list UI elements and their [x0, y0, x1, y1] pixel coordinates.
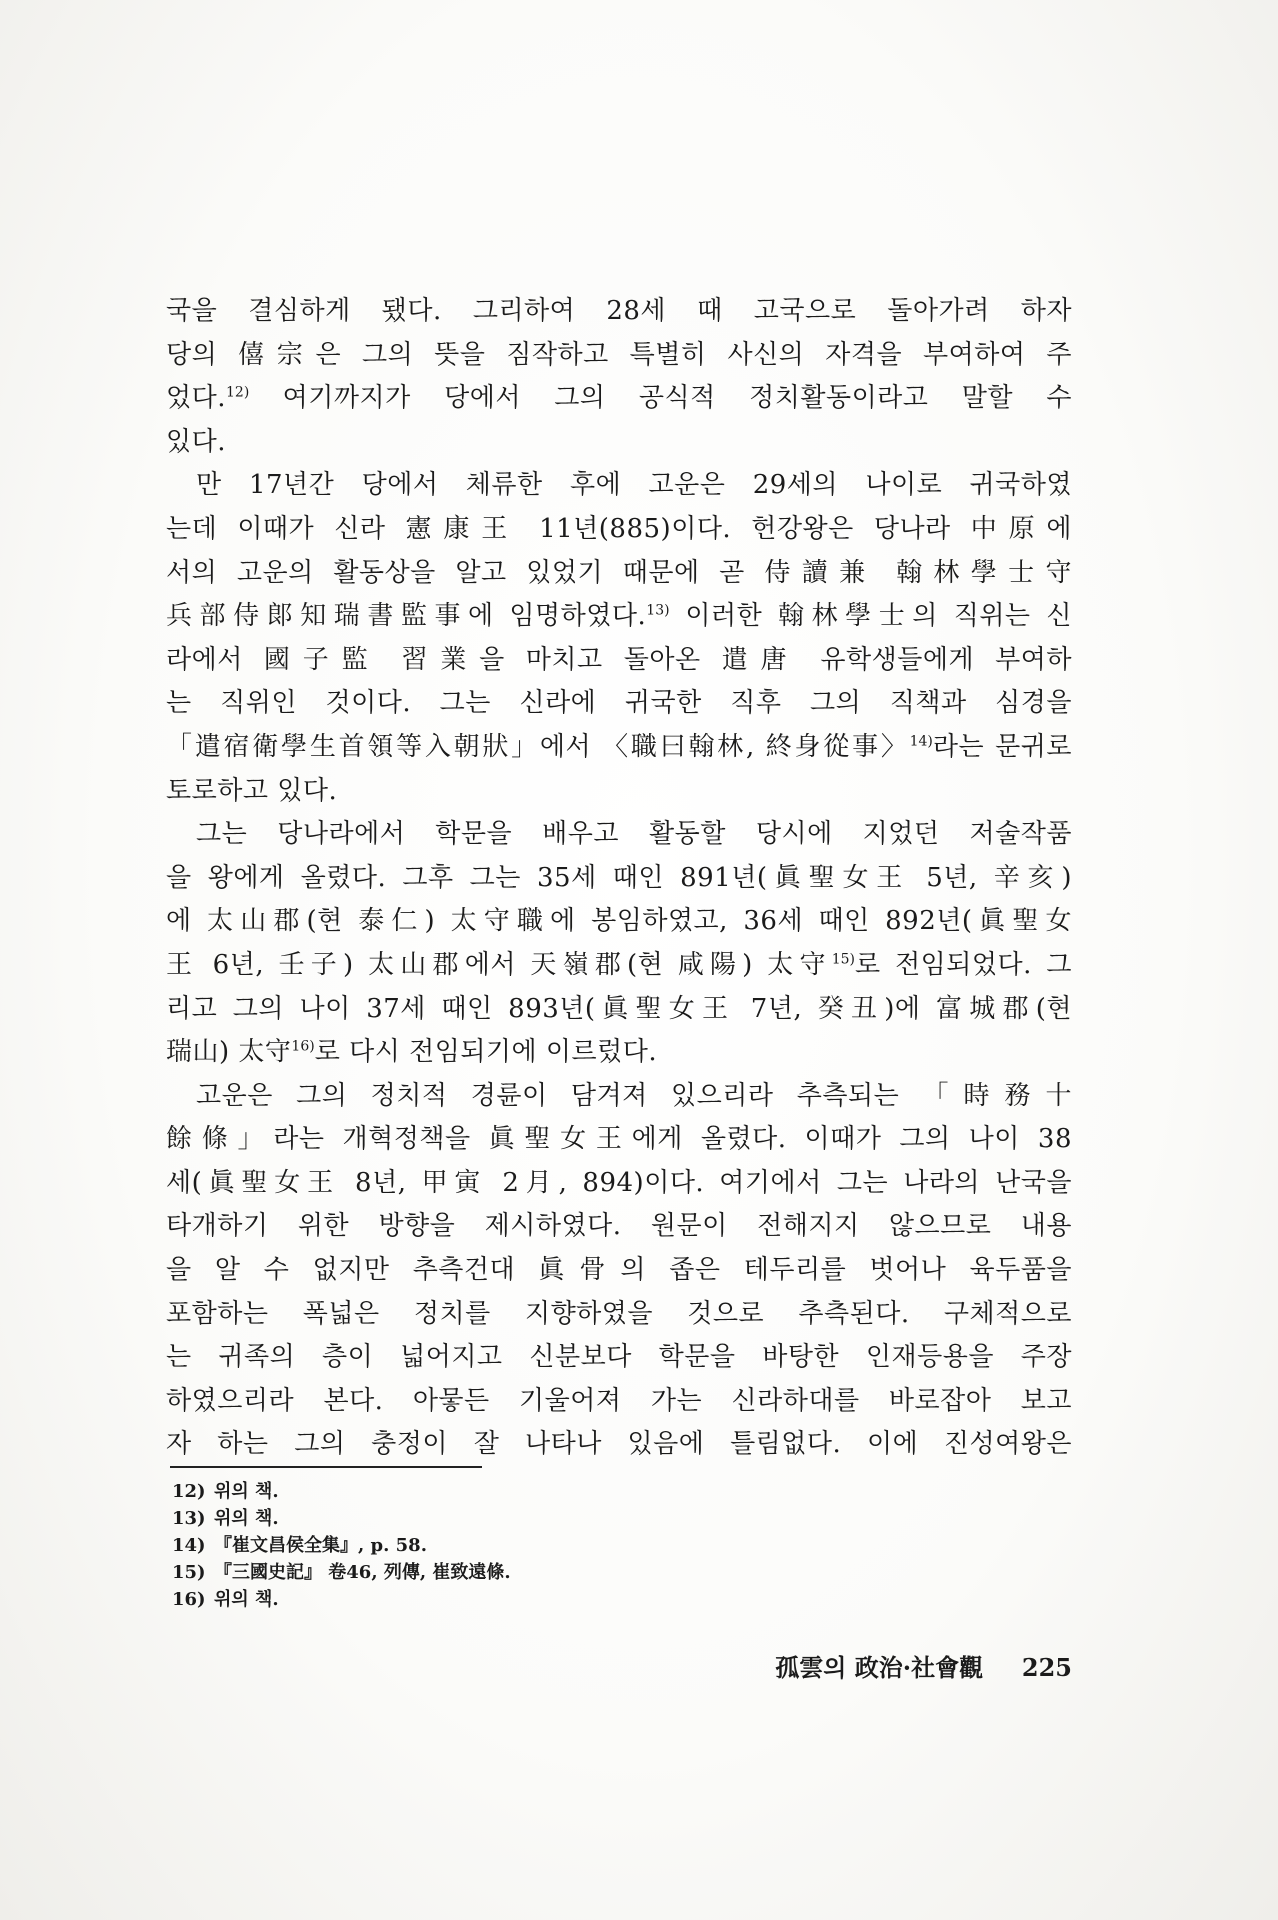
body-line: 있다. [166, 426, 226, 457]
body-line: 포함하는 폭넓은 정치를 지향하였을 것으로 추측된다. 구체적으로 [166, 1298, 1072, 1329]
body-line: 餘條」라는 개혁정책을 眞聖女王에게 올렸다. 이때가 그의 나이 38 [166, 1124, 1072, 1155]
body-line: 자 하는 그의 충정이 잘 나타나 있음에 틀림없다. 이에 진성여왕은 [166, 1429, 1072, 1460]
body-line: 瑞山) 太守$^{16)}$로 다시 전임되기에 이르렀다. [166, 1037, 658, 1068]
body-line: 서의 고운의 활동상을 알고 있었기 때문에 곧 侍讀兼 翰林學士守 [166, 557, 1072, 588]
body-line: 었다.$^{12)}$ 여기까지가 당에서 그의 공식적 정치활동이라고 말할 수 [166, 383, 1072, 414]
paragraph-start-line: 만 17년간 당에서 체류한 후에 고운은 29세의 나이로 귀국하였 [196, 470, 1072, 501]
footnote-ref: 12) [226, 384, 250, 401]
body-line: 는데 이때가 신라 憲康王 11년(885)이다. 헌강왕은 당나라 中原에 [166, 513, 1072, 544]
running-footer [700, 1648, 1072, 1683]
body-line: 는 귀족의 층이 넓어지고 신분보다 학문을 바탕한 인재등용을 주장 [166, 1342, 1072, 1373]
body-line: 세(眞聖女王 8년, 甲寅 2月, 894)이다. 여기에서 그는 나라의 난국을 [166, 1167, 1072, 1198]
body-line: 을 왕에게 올렸다. 그후 그는 35세 때인 891년(眞聖女王 5년, 辛亥) [166, 862, 1072, 893]
footnote-ref: 14) [909, 733, 933, 750]
footnote [172, 1505, 511, 1532]
footnote [172, 1532, 511, 1559]
footnote [172, 1586, 511, 1613]
footnote-text: 위의 책. [214, 1481, 279, 1502]
footnote-ref: 15) [831, 951, 855, 968]
footnote-number: 16) [172, 1589, 206, 1610]
paragraph-start-line: 그는 당나라에서 학문을 배우고 활동할 당시에 지었던 저술작품 [196, 819, 1072, 850]
body-line: 에 太山郡(현 泰仁) 太守職에 봉임하였고, 36세 때인 892년(眞聖女 [166, 906, 1072, 937]
body-line: 리고 그의 나이 37세 때인 893년(眞聖女王 7년, 癸丑)에 富城郡(현 [166, 993, 1072, 1024]
body-line: 토로하고 있다. [166, 775, 338, 806]
footnote-ref: 13) [646, 602, 670, 619]
footnote [172, 1478, 511, 1505]
footnote-text: 위의 책. [214, 1508, 279, 1529]
page-number: 225 [1021, 1653, 1072, 1682]
body-line: 「遣宿衛學生首領等入朝狀」에서 〈職曰翰林, 終身從事〉$^{14)}$라는 문귀로 [166, 731, 1072, 762]
body-text [166, 290, 1072, 1467]
footnote-number: 12) [172, 1481, 206, 1502]
footnotes [172, 1478, 511, 1613]
footnote-number: 13) [172, 1508, 206, 1529]
footnote-separator [170, 1466, 482, 1468]
paragraph-start-line: 고운은 그의 정치적 경륜이 담겨져 있으리라 추측되는 「時務十 [196, 1080, 1072, 1111]
footnote-ref: 16) [291, 1038, 315, 1055]
footnote-text: 『三國史記』 卷46, 列傳, 崔致遠條. [214, 1562, 511, 1583]
body-line: 兵部侍郞知瑞書監事에 임명하였다.$^{13)}$ 이러한 翰林學士의 직위는 신 [166, 601, 1072, 632]
footnote [172, 1559, 511, 1586]
body-line: 하였으리라 본다. 아뭏든 기울어져 가는 신라하대를 바로잡아 보고 [166, 1385, 1072, 1416]
body-line: 王 6년, 壬子) 太山郡에서 天嶺郡(현 咸陽) 太守$^{15)}$로 전임되었다. 그 [166, 949, 1073, 980]
footnote-text: 『崔文昌侯全集』, p. 58. [214, 1535, 427, 1556]
body-line: 는 직위인 것이다. 그는 신라에 귀국한 직후 그의 직책과 심경을 [166, 688, 1072, 719]
body-line: 타개하기 위한 방향을 제시하였다. 원문이 전해지지 않으므로 내용 [166, 1211, 1072, 1242]
footnote-text: 위의 책. [214, 1589, 279, 1610]
footnote-number: 15) [172, 1562, 206, 1583]
body-line: 을 알 수 없지만 추측건대 眞骨의 좁은 테두리를 벗어나 육두품을 [166, 1255, 1072, 1286]
body-line: 당의 僖宗은 그의 뜻을 짐작하고 특별히 사신의 자격을 부여하여 주 [166, 339, 1072, 370]
body-line: 라에서 國子監 習業을 마치고 돌아온 遣唐 유학생들에게 부여하 [166, 644, 1072, 675]
section-title: 孤雲의 政治·社會觀 [775, 1653, 984, 1682]
body-line: 국을 결심하게 됐다. 그리하여 28세 때 고국으로 돌아가려 하자 [166, 296, 1072, 326]
footnote-number: 14) [172, 1535, 206, 1556]
